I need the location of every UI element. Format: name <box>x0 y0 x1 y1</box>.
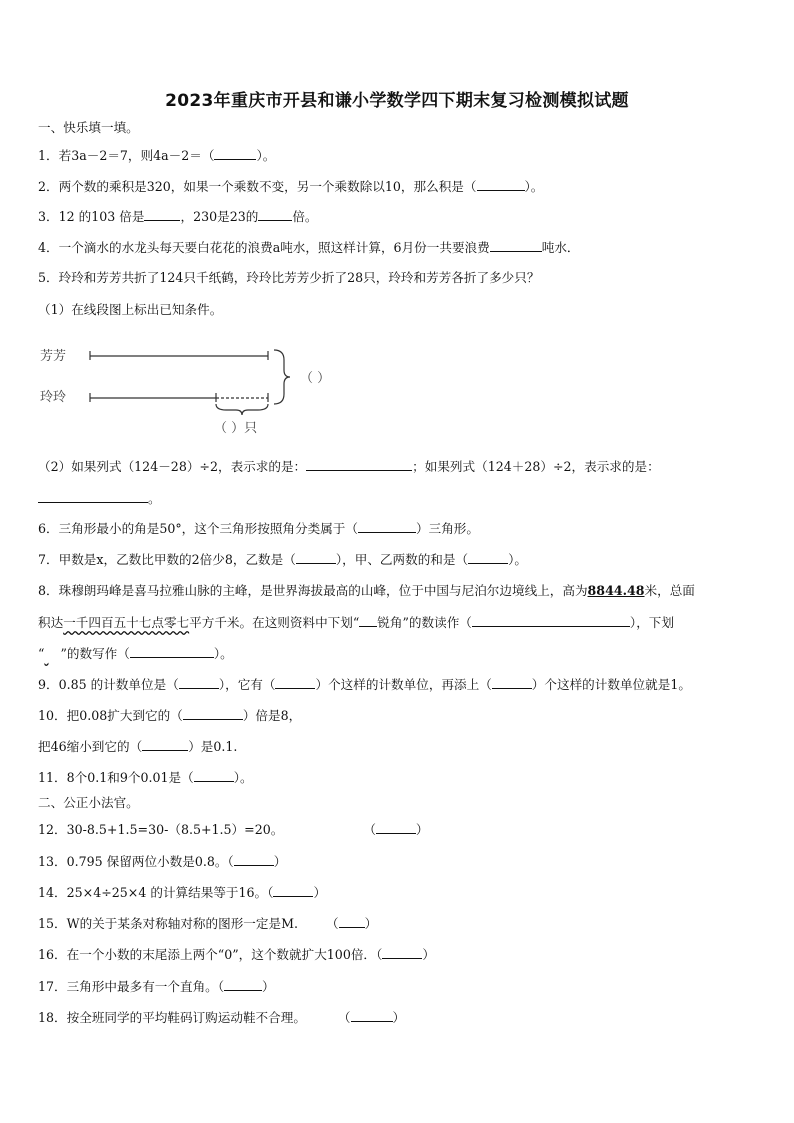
answer-blank[interactable] <box>351 1008 393 1022</box>
question-14: 14．25×4÷25×4 的计算结果等于16。（ ） <box>38 885 327 900</box>
answer-blank[interactable] <box>214 146 256 160</box>
question-17: 17．三角形中最多有一个直角。（ ） <box>38 979 275 994</box>
answer-blank[interactable] <box>490 238 542 252</box>
question-15: 15．W的关于某条对称轴对称的图形一定是M. （ ） <box>38 916 378 931</box>
answer-blank[interactable] <box>492 675 532 689</box>
answer-blank[interactable] <box>179 675 219 689</box>
question-1: 1．若3a－2＝7，则4a－2＝（ ）。 <box>38 148 276 163</box>
question-13: 13．0.795 保留两位小数是0.8。（ ） <box>38 854 287 869</box>
wavy-underlined-number: 一千四百五十七点零七 <box>63 615 190 630</box>
answer-blank[interactable] <box>382 945 422 959</box>
question-8-line-3: “ ”的数写作（ ）。 <box>38 646 233 661</box>
answer-blank[interactable] <box>376 820 416 834</box>
answer-blank[interactable] <box>258 207 292 221</box>
wavy-mark <box>44 645 60 663</box>
question-12: 12．30-8.5+1.5=30-（8.5+1.5）=20。 （ ） <box>38 822 429 837</box>
answer-blank[interactable] <box>183 706 243 720</box>
line-segment-diagram <box>38 340 378 440</box>
question-8-line-2: 积达一千四百五十七点零七平方千米。在这则资料中下划“ 锐角”的数读作（ ），下划 <box>38 615 674 630</box>
answer-blank[interactable] <box>468 550 508 564</box>
answer-blank[interactable] <box>142 737 188 751</box>
question-5-part-2: （2）如果列式（124－28）÷2，表示求的是： ；如果列式（124＋28）÷2，表示求的是： <box>38 459 660 474</box>
question-8: 8．珠穆朗玛峰是喜马拉雅山脉的主峰，是世界海拔最高的山峰，位于中国与尼泊尔边境线上，高为8844.48米，总面 <box>38 583 695 598</box>
answer-blank[interactable] <box>275 675 315 689</box>
answer-blank[interactable] <box>339 914 365 928</box>
answer-blank[interactable] <box>472 613 630 627</box>
question-9: 9．0.85 的计数单位是（ ），它有（ ）个这样的计数单位，再添上（ ）个这样的计数单位就是1。 <box>38 677 691 692</box>
question-5-part-2-cont: 。 <box>38 489 161 508</box>
underlined-number: 8844.48 <box>587 583 645 598</box>
segment-lingling <box>90 393 268 402</box>
question-5: 5．玲玲和芳芳共折了124只千纸鹤，玲玲比芳芳少折了28只，玲玲和芳芳各折了多少只？ <box>38 270 540 285</box>
brace-total-label[interactable]: （ ） <box>300 371 331 386</box>
question-11: 11．8个0.1和9个0.01是（ ）。 <box>38 770 253 785</box>
label-fangfang: 芳芳 <box>40 349 67 364</box>
question-6: 6．三角形最小的角是50°，这个三角形按照角分类属于（ ）三角形。 <box>38 521 479 536</box>
brace-difference-label[interactable]: （ ）只 <box>214 421 258 436</box>
answer-blank[interactable] <box>306 457 412 471</box>
question-16: 16．在一个小数的末尾添上两个“0”，这个数就扩大100倍．（ ） <box>38 947 435 962</box>
question-5-part-1: （1）在线段图上标出已知条件。 <box>38 302 223 317</box>
question-2: 2．两个数的乘积是320，如果一个乘数不变，另一个乘数除以10，那么积是（ ）。 <box>38 179 544 194</box>
answer-blank[interactable] <box>273 883 313 897</box>
answer-blank[interactable] <box>224 977 262 991</box>
answer-blank[interactable] <box>130 644 214 658</box>
question-4: 4．一个滴水的水龙头每天要白花花的浪费a吨水，照这样计算，6月份一共要浪费 吨水． <box>38 240 580 255</box>
answer-blank[interactable] <box>358 519 416 533</box>
answer-blank[interactable] <box>38 489 148 503</box>
answer-blank[interactable] <box>234 852 274 866</box>
question-3: 3．12 的103 倍是 ，230是23的 倍。 <box>38 209 318 224</box>
label-lingling: 玲玲 <box>40 390 67 405</box>
bottom-brace <box>216 404 268 415</box>
segment-fangfang <box>90 351 268 360</box>
section-heading-1: 一、快乐填一填。 <box>38 120 139 135</box>
question-10: 10．把0.08扩大到它的（ ）倍是8， <box>38 708 302 723</box>
right-brace <box>274 350 290 404</box>
answer-blank[interactable] <box>194 768 234 782</box>
answer-blank[interactable] <box>144 207 180 221</box>
question-7: 7．甲数是x，乙数比甲数的2倍少8，乙数是（ ），甲、乙两数的和是（ ）。 <box>38 552 527 567</box>
answer-blank[interactable] <box>477 177 525 191</box>
question-10-line-2: 把46缩小到它的（ ）是0.1. <box>38 739 238 754</box>
question-18: 18．按全班同学的平均鞋码订购运动鞋不合理。 （ ） <box>38 1010 406 1025</box>
page-title: 2023年重庆市开县和谦小学数学四下期末复习检测模拟试题 <box>165 91 629 111</box>
answer-blank[interactable] <box>296 550 336 564</box>
section-heading-2: 二、公正小法官。 <box>38 795 139 810</box>
